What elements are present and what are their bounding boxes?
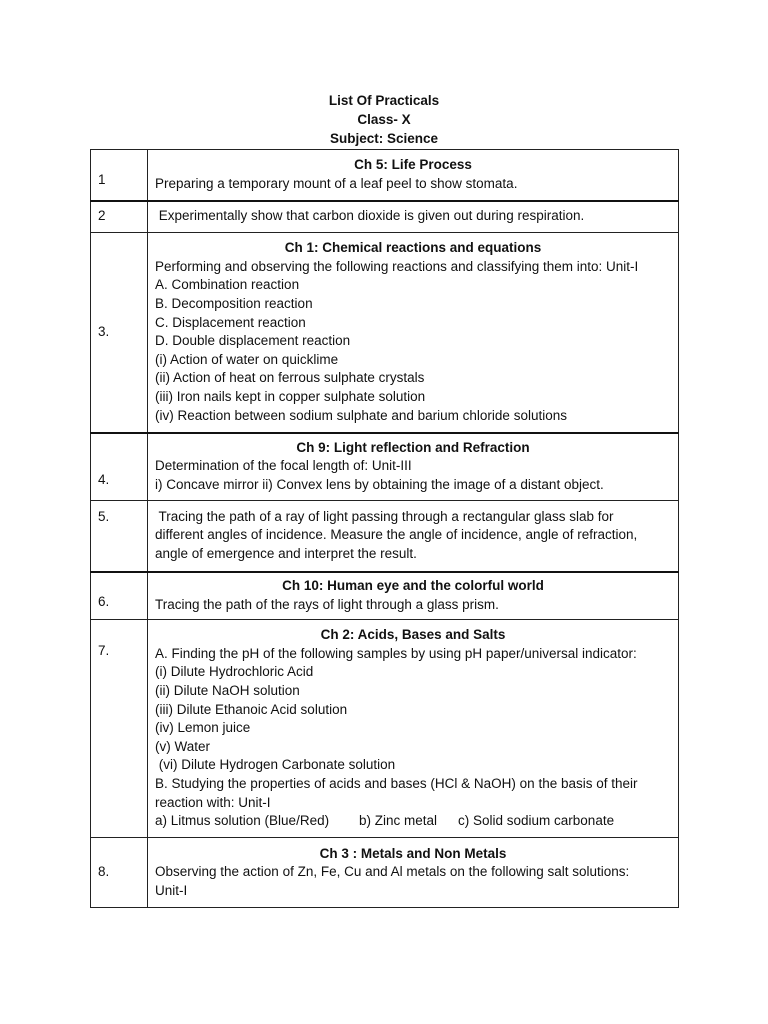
row-content: [148, 433, 679, 501]
table-row: [91, 501, 679, 572]
practical-text: reaction with: Unit-I: [155, 794, 271, 810]
practical-text: A. Combination reaction: [155, 277, 300, 293]
table-row: [91, 572, 679, 620]
table-row: [91, 620, 679, 838]
practical-text: (ii) Action of heat on ferrous sulphate crystals: [155, 370, 425, 386]
practical-text: D. Double displacement reaction: [155, 333, 351, 349]
row-content: [148, 838, 679, 908]
practical-text: B. Decomposition reaction: [155, 296, 313, 312]
practical-text: C. Displacement reaction: [155, 314, 306, 330]
practical-text: Preparing a temporary mount of a leaf peel to show stomata.: [155, 175, 518, 191]
table-row: [91, 150, 679, 201]
chapter-heading: Ch 5: Life Process: [354, 157, 472, 173]
practicals-table: [90, 149, 679, 908]
class-label: Class- X: [357, 112, 411, 127]
option-item: b) Zinc metal: [359, 813, 438, 829]
row-number: 7.: [91, 620, 148, 838]
practical-text: Determination of the focal length of: Unit-III: [155, 458, 412, 474]
practical-text: i) Concave mirror ii) Convex lens by obtaining the image of a distant object.: [155, 477, 604, 493]
practical-text: Unit-I: [155, 882, 188, 898]
table-row: [91, 201, 679, 233]
option-item: a) Litmus solution (Blue/Red): [155, 813, 330, 829]
document-title: List Of Practicals: [328, 93, 440, 108]
subject-label: Subject: Science: [329, 131, 439, 146]
practical-text: (vi) Dilute Hydrogen Carbonate solution: [155, 757, 396, 773]
row-content: [148, 201, 679, 233]
row-number: 3.: [91, 233, 148, 433]
row-number: 1: [91, 150, 148, 201]
practical-text: Observing the action of Zn, Fe, Cu and Al metals on the following salt solutions:: [155, 864, 630, 880]
practical-text: Tracing the path of a ray of light passing through a rectangular glass slab for: [155, 508, 614, 524]
row-number: 6.: [91, 572, 148, 620]
option-item: c) Solid sodium carbonate: [458, 813, 615, 829]
chapter-heading: Ch 1: Chemical reactions and equations: [284, 240, 542, 256]
practical-text: Performing and observing the following reactions and classifying them into: Unit-I: [155, 258, 639, 274]
practical-text: angle of emergence and interpret the result.: [155, 546, 417, 562]
options-line: [155, 812, 671, 831]
practical-text: Tracing the path of the rays of light through a glass prism.: [155, 596, 499, 612]
practical-text: (iv) Lemon juice: [155, 720, 251, 736]
table-row: [91, 838, 679, 908]
chapter-heading: Ch 3 : Metals and Non Metals: [319, 845, 507, 861]
practical-text: (ii) Dilute NaOH solution: [155, 683, 300, 699]
practical-text: (v) Water: [155, 738, 210, 754]
practical-text: B. Studying the properties of acids and bases (HCl & NaOH) on the basis of their: [155, 775, 638, 791]
row-content: [148, 572, 679, 620]
practical-text: (i) Action of water on quicklime: [155, 351, 339, 367]
practical-text: (iii) Iron nails kept in copper sulphate solution: [155, 389, 426, 405]
practical-text: A. Finding the pH of the following samples by using pH paper/universal indicator:: [155, 645, 637, 661]
row-content: [148, 233, 679, 433]
practical-text: (iii) Dilute Ethanoic Acid solution: [155, 701, 348, 717]
chapter-heading: Ch 9: Light reflection and Refraction: [296, 439, 530, 455]
row-content: [148, 150, 679, 201]
practical-text: Experimentally show that carbon dioxide is given out during respiration.: [155, 208, 585, 224]
row-content: [148, 501, 679, 572]
row-number: 5.: [91, 501, 148, 572]
row-content: [148, 620, 679, 838]
practical-text: (iv) Reaction between sodium sulphate and barium chloride solutions: [155, 407, 567, 423]
chapter-heading: Ch 10: Human eye and the colorful world: [282, 578, 544, 594]
practical-text: different angles of incidence. Measure the angle of incidence, angle of refraction,: [155, 527, 638, 543]
row-number: 8.: [91, 838, 148, 908]
table-row: [91, 233, 679, 433]
row-number: 2: [91, 201, 148, 233]
chapter-heading: Ch 2: Acids, Bases and Salts: [320, 627, 506, 643]
practical-text: (i) Dilute Hydrochloric Acid: [155, 664, 314, 680]
row-number: 4.: [91, 433, 148, 501]
table-row: [91, 433, 679, 501]
